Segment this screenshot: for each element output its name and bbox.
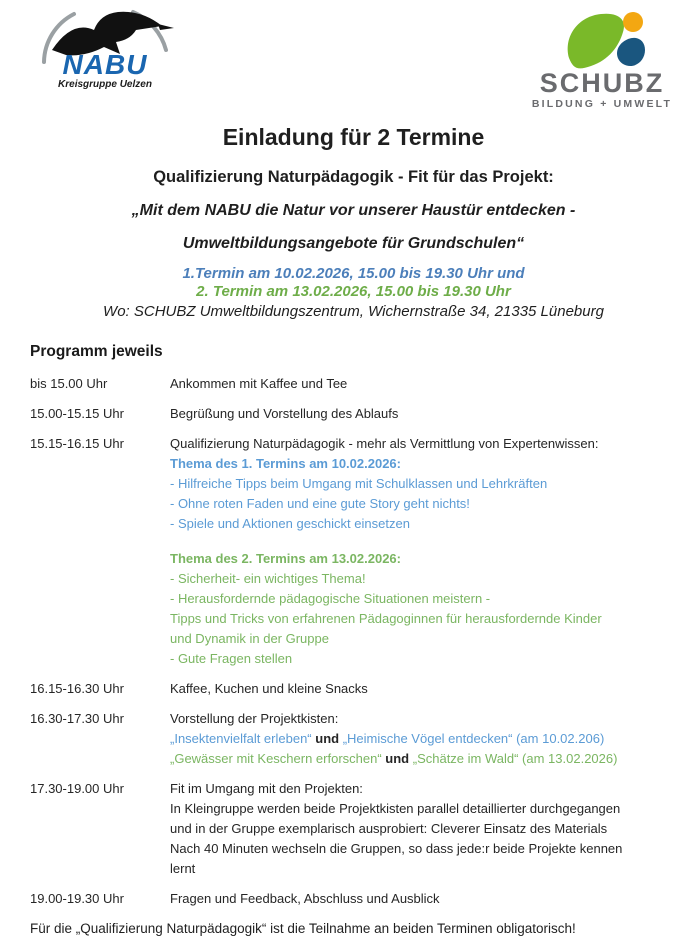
text-segment: lernt (170, 861, 196, 876)
schubz-logo (527, 4, 677, 110)
text-segment: - Sicherheit- ein wichtiges Thema! (170, 571, 366, 586)
program-row (30, 434, 677, 669)
description-cell (170, 434, 677, 669)
description-line (170, 649, 677, 669)
time-label: 16.30-17.30 Uhr (30, 711, 124, 726)
description-line (170, 494, 677, 514)
description-cell (170, 709, 677, 769)
description-line (170, 799, 677, 819)
text-segment: Qualifizierung Naturpädagogik - mehr als Vermittlung von Expertenwissen: (170, 436, 599, 451)
time-label: 17.30-19.00 Uhr (30, 781, 124, 796)
text-segment: - Herausfordernde pädagogische Situationen meistern - (170, 591, 491, 606)
description-cell (170, 404, 677, 424)
time-label: 19.00-19.30 Uhr (30, 891, 124, 906)
description-line (170, 679, 677, 699)
title-block (30, 122, 677, 322)
project-quote-line2: Umweltbildungsangebote für Grundschulen“ (182, 235, 525, 252)
description-line (170, 819, 677, 839)
text-segment: „Schätze im Wald“ (am 13.02.2026) (412, 751, 618, 766)
program-row (30, 889, 677, 909)
date-line-1: 1.Termin am 10.02.2026, 15.00 bis 19.30 Uhr und (182, 265, 525, 282)
schubz-wordmark: SCHUBZ (539, 68, 665, 98)
text-segment: - Gute Fragen stellen (170, 651, 293, 666)
description-line (170, 454, 677, 474)
description-line (170, 569, 677, 589)
description-cell (170, 679, 677, 699)
time-label: 15.00-15.15 Uhr (30, 406, 124, 421)
program-rows (30, 374, 677, 909)
time-label: bis 15.00 Uhr (30, 376, 108, 391)
text-segment: „Gewässer mit Keschern erforschen“ (170, 751, 382, 766)
text-segment: Thema des 2. Termins am 13.02.2026: (170, 551, 401, 566)
text-segment: und Dynamik in der Gruppe (170, 631, 329, 646)
logo-header (30, 0, 677, 110)
schubz-blobs-icon (527, 6, 677, 72)
program-row (30, 404, 677, 424)
description-cell (170, 889, 677, 909)
page-title: Einladung für 2 Termine (222, 124, 485, 150)
text-segment: und (381, 751, 413, 766)
time-label: 16.15-16.30 Uhr (30, 681, 124, 696)
description-cell (170, 779, 677, 879)
description-line (170, 729, 677, 749)
description-line (170, 749, 677, 769)
description-line (170, 779, 677, 799)
text-segment: und (311, 731, 343, 746)
text-segment: Begrüßung und Vorstellung des Ablaufs (170, 406, 399, 421)
program-row (30, 779, 677, 879)
description-line (170, 549, 677, 569)
description-cell (170, 374, 677, 394)
description-line (170, 434, 677, 454)
project-quote-line1: „Mit dem NABU die Natur vor unserer Haustür entdecken - (131, 202, 576, 219)
text-segment: In Kleingruppe werden beide Projektkisten parallel detaillierter durchgegangen (170, 801, 621, 816)
program-section (30, 343, 677, 909)
description-line (170, 514, 677, 534)
text-segment: - Spiele und Aktionen geschickt einsetzen (170, 516, 410, 531)
description-line (170, 589, 677, 609)
program-heading: Programm jeweils (30, 343, 163, 360)
description-line (170, 709, 677, 729)
nabu-subtitle: Kreisgruppe Uelzen (58, 79, 152, 90)
text-segment: Fit im Umgang mit den Projekten: (170, 781, 363, 796)
description-line (170, 839, 677, 859)
location-line: Wo: SCHUBZ Umweltbildungszentrum, Wichernstraße 34, 21335 Lüneburg (103, 303, 604, 320)
text-segment: „Heimische Vögel entdecken“ (am 10.02.206) (342, 731, 605, 746)
description-line (170, 629, 677, 649)
text-segment: Kaffee, Kuchen und kleine Snacks (170, 681, 368, 696)
time-label: 15.15-16.15 Uhr (30, 436, 124, 451)
program-row (30, 679, 677, 699)
description-line (170, 474, 677, 494)
nabu-wordmark: NABU (62, 49, 148, 80)
blank-line (170, 534, 677, 549)
program-row (30, 709, 677, 769)
footer-note: Für die „Qualifizierung Naturpädagogik“ ist die Teilnahme an beiden Terminen obligatorisch! (30, 921, 576, 936)
schubz-subtitle: BILDUNG + UMWELT (531, 98, 673, 110)
text-segment: - Hilfreiche Tipps beim Umgang mit Schulklassen und Lehrkräften (170, 476, 548, 491)
text-segment: „Insektenvielfalt erleben“ (170, 731, 312, 746)
description-line (170, 889, 677, 909)
text-segment: Ankommen mit Kaffee und Tee (170, 376, 348, 391)
text-segment: Nach 40 Minuten wechseln die Gruppen, so dass jede:r beide Projekte kennen (170, 841, 623, 856)
subtitle: Qualifizierung Naturpädagogik - Fit für das Projekt: (153, 168, 554, 186)
text-segment: Fragen und Feedback, Abschluss und Ausblick (170, 891, 440, 906)
text-segment: Vorstellung der Projektkisten: (170, 711, 339, 726)
text-segment: Tipps und Tricks von erfahrenen Pädagoginnen für herausfordernde Kinder (170, 611, 602, 626)
text-segment: und in der Gruppe exemplarisch ausprobiert: Cleverer Einsatz des Materials (170, 821, 608, 836)
date-line-2: 2. Termin am 13.02.2026, 15.00 bis 19.30 Uhr (196, 283, 511, 300)
text-segment: - Ohne roten Faden und eine gute Story geht nichts! (170, 496, 470, 511)
program-row (30, 374, 677, 394)
description-line (170, 859, 677, 879)
description-line (170, 404, 677, 424)
description-line (170, 609, 677, 629)
nabu-logo (30, 4, 180, 90)
text-segment: Thema des 1. Termins am 10.02.2026: (170, 456, 401, 471)
description-line (170, 374, 677, 394)
